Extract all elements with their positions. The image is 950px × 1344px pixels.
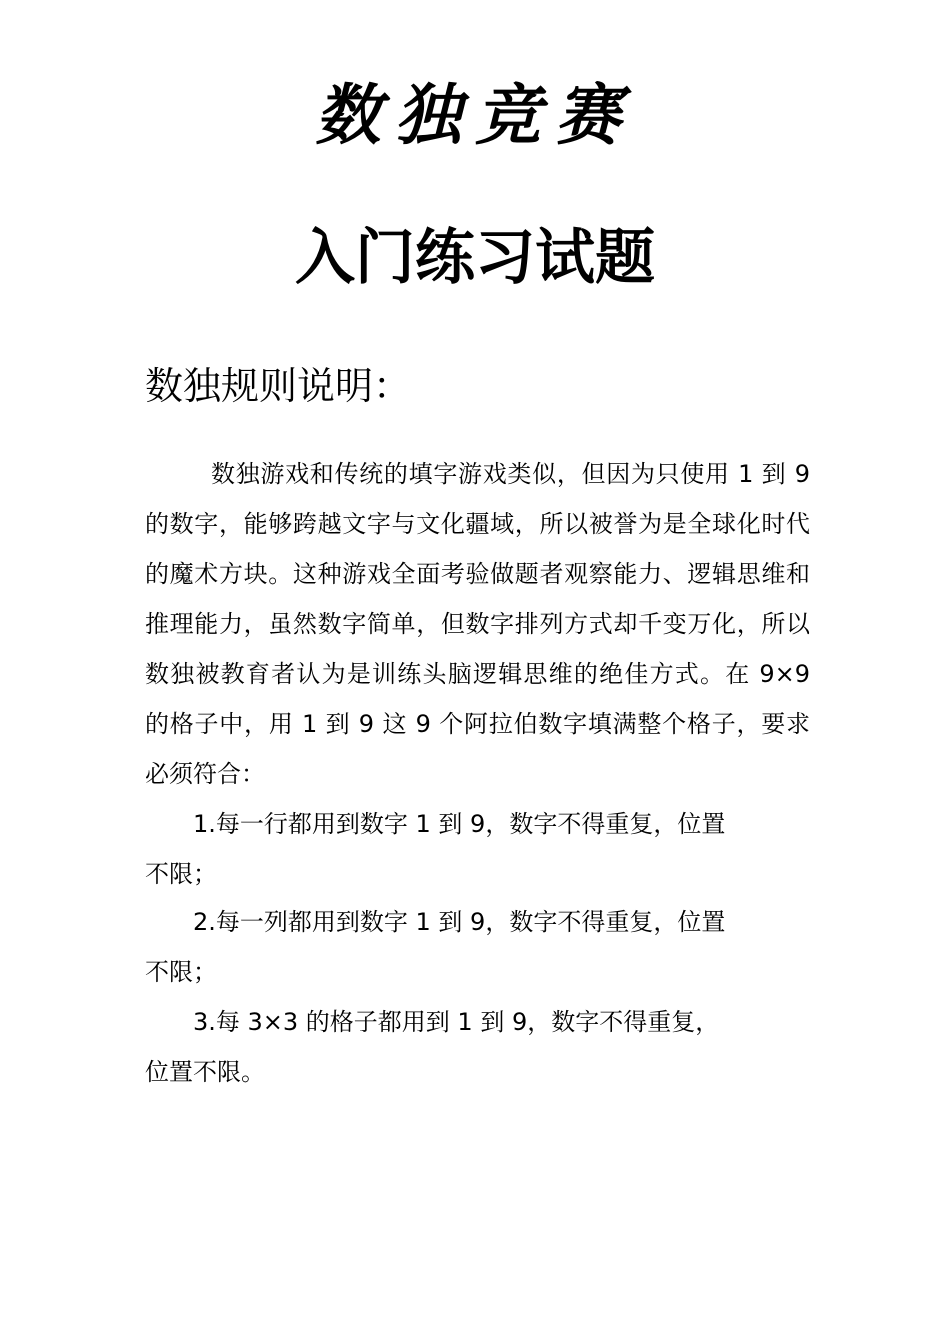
document-subtitle: 入门练习试题 [295, 223, 655, 293]
section-heading: 数独规则说明： [145, 364, 412, 408]
rule-item-3: 3.每 3×3 的格子都用到 1 到 9，数字不得重复，位置不限。 [145, 1008, 720, 1086]
rule-item-1: 1.每一行都用到数字 1 到 9，数字不得重复，位置不限； [145, 810, 726, 888]
rule-item-2: 2.每一列都用到数字 1 到 9，数字不得重复，位置不限； [145, 908, 726, 986]
intro-paragraph: 数独游戏和传统的填字游戏类似，但因为只使用 1 到 9 的数字，能够跨越文字与文化疆域，所以被誉为是全球化时代的魔术方块。这种游戏全面考验做题者观察能力、逻辑思维和推理能力，虽然数字简单，但数字排列方式却千变万化，所以数独被教育者认为是训练头脑逻辑思维的绝佳方式。在 9×9 的格子中，用 1 到 9 这 9 个阿拉伯数字填满整个格子，要求必须符合： [145, 460, 810, 788]
document-title: 数独竞赛 [315, 76, 635, 154]
